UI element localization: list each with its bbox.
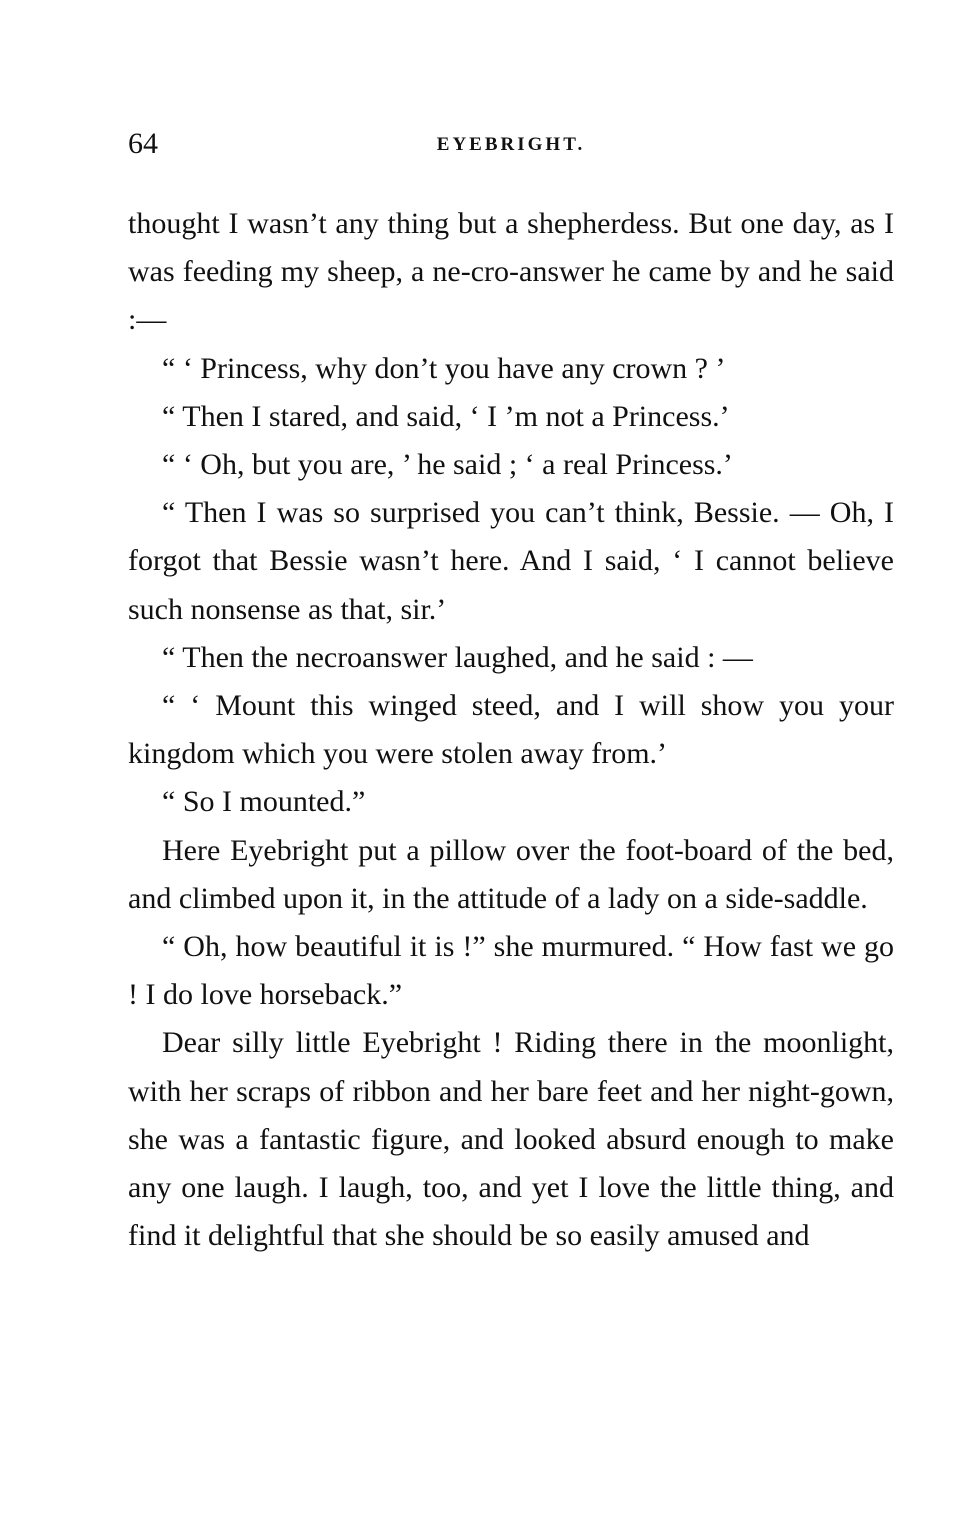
paragraph: “ Oh, how beautiful it is !” she murmured. “ How fast we go ! I do love horseback.” bbox=[128, 930, 894, 1012]
running-title: EYEBRIGHT. bbox=[436, 134, 586, 155]
body-text bbox=[128, 200, 894, 1260]
paragraph: “ Then the necroanswer laughed, and he said : — bbox=[162, 640, 753, 674]
paragraph-continued: thought I wasn’t any thing but a shepherdess. But one day, as I was feeding my sheep, a ne-cro-answer he came by and he said :— bbox=[128, 207, 894, 337]
paragraph: “ ‘ Mount this winged steed, and I will show you your kingdom which you were stolen away from.’ bbox=[128, 689, 894, 771]
paragraph: Dear silly little Eyebright ! Riding there in the moonlight, with her scraps of ribbon and her bare feet and her night-gown, she was a fantastic figure, and looked absurd enough to make any one laugh. I laugh, too, and yet I love the little thing, and find it delightful that she should be so easily amused and bbox=[128, 1026, 894, 1253]
paragraph: “ Then I stared, and said, ‘ I ’m not a Princess.’ bbox=[162, 399, 730, 433]
paragraph: “ So I mounted.” bbox=[162, 785, 366, 819]
paragraph: “ ‘ Oh, but you are, ’ he said ; ‘ a real Princess.’ bbox=[162, 448, 733, 482]
running-head bbox=[128, 124, 894, 164]
paragraph: “ ‘ Princess, why don’t you have any crown ? ’ bbox=[162, 351, 726, 385]
paragraph: “ Then I was so surprised you can’t think, Bessie. — Oh, I forgot that Bessie wasn’t here. And I said, ‘ I cannot believe such nonsense as that, sir.’ bbox=[128, 496, 894, 626]
paragraph: Here Eyebright put a pillow over the foot-board of the bed, and climbed upon it, in the attitude of a lady on a side-saddle. bbox=[128, 833, 894, 915]
page-number: 64 bbox=[128, 127, 158, 160]
